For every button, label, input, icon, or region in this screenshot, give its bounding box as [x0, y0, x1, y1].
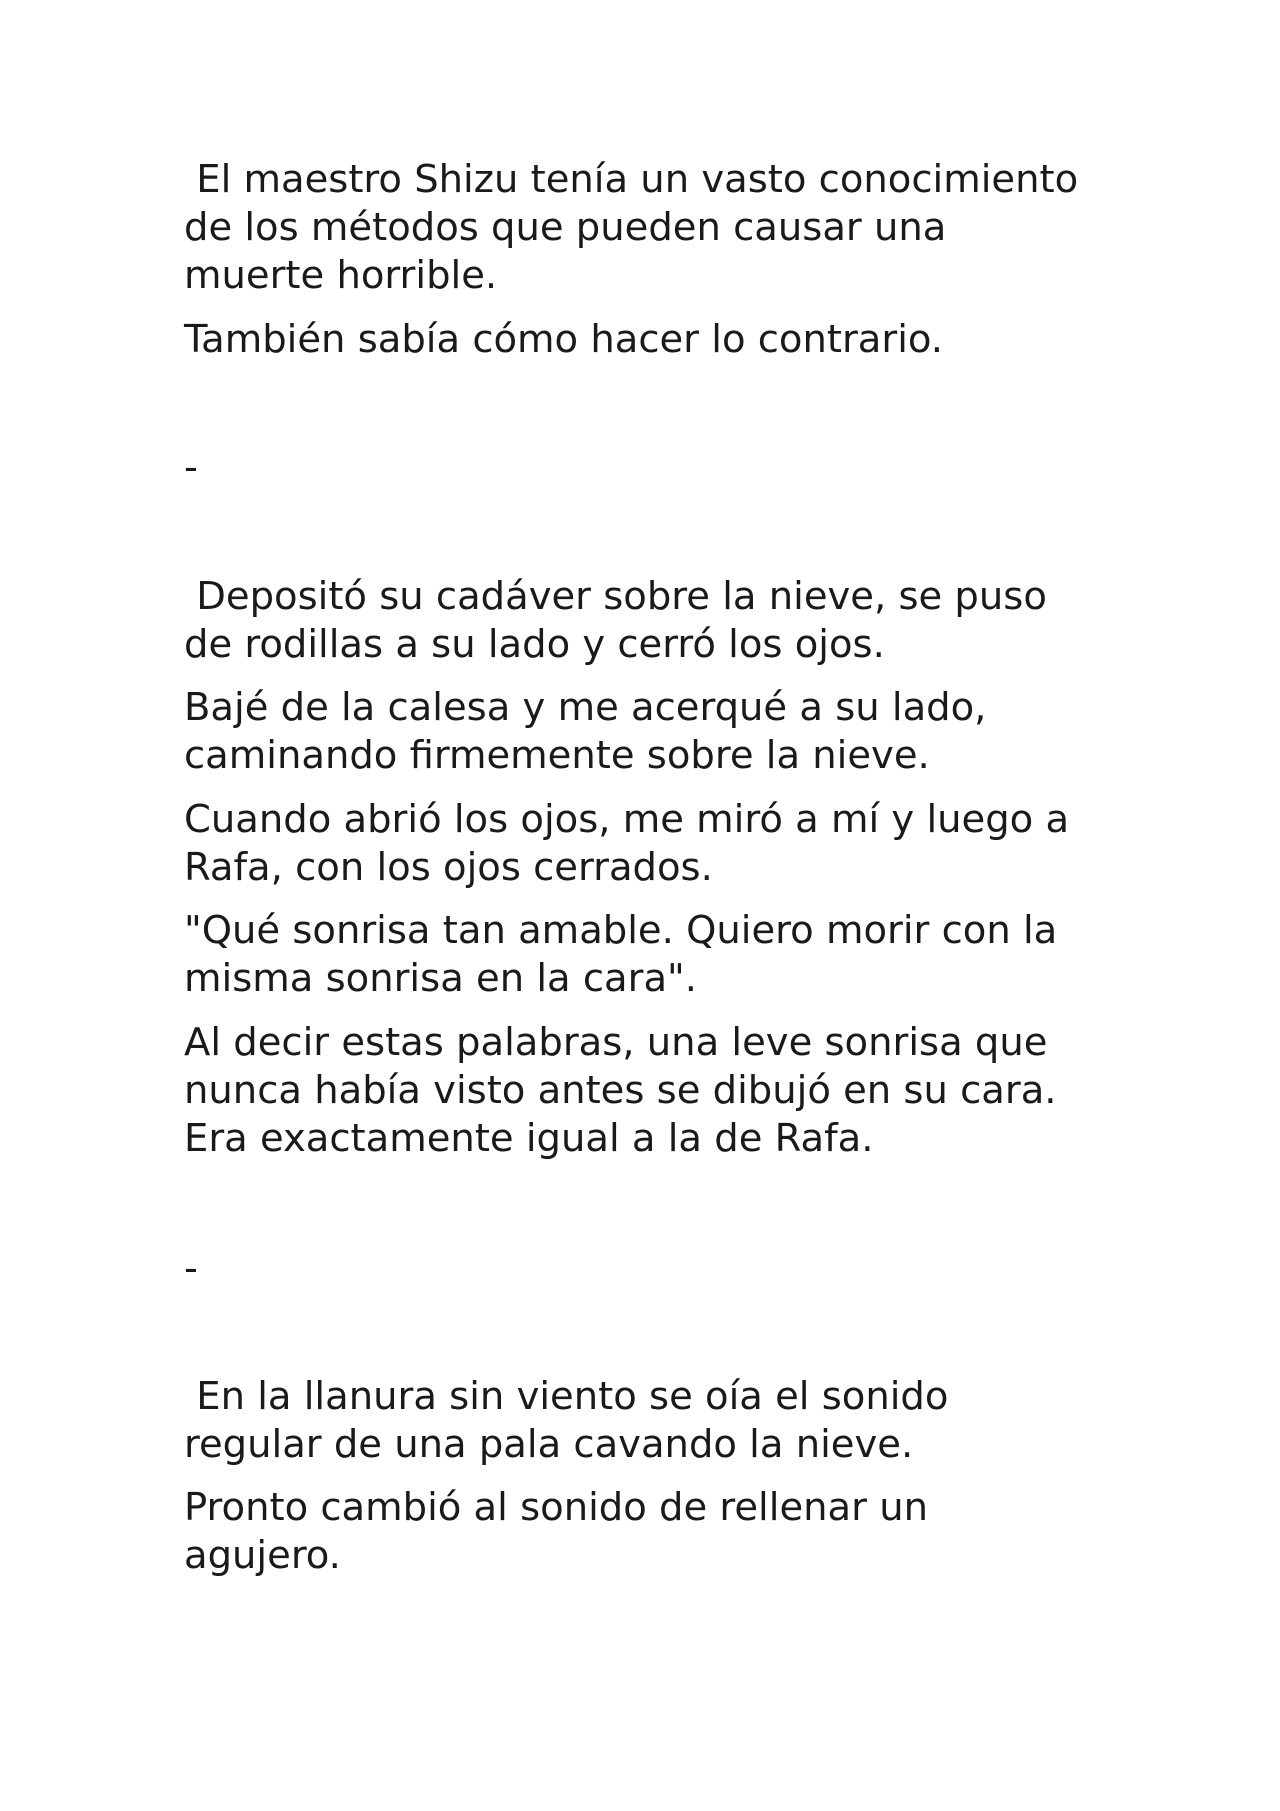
paragraph-faint-smile: Al decir estas palabras, una leve sonrisa que nunca había visto antes se dibujó en su cara. Era exactamente igual a la de Rafa. — [184, 1020, 1057, 1161]
paragraph-filling-hole: Pronto cambió al sonido de rellenar un agujero. — [184, 1485, 929, 1578]
section-separator: - — [184, 1246, 198, 1291]
paragraph-corpse-snow: Depositó su cadáver sobre la nieve, se puso de rodillas a su lado y cerró los ojos. — [184, 574, 1047, 667]
paragraph-carriage: Bajé de la calesa y me acerqué a su lado, caminando firmemente sobre la nieve. — [184, 685, 987, 778]
paragraph-eyes-opened: Cuando abrió los ojos, me miró a mí y luego a Rafa, con los ojos cerrados. — [184, 797, 1070, 890]
paragraph-opposite: También sabía cómo hacer lo contrario. — [184, 317, 944, 362]
paragraph-shovel-sound: En la llanura sin viento se oía el sonido regular de una pala cavando la nieve. — [184, 1374, 949, 1467]
paragraph-kind-smile: "Qué sonrisa tan amable. Quiero morir con la misma sonrisa en la cara". — [184, 908, 1058, 1001]
paragraph-shizu-knowledge: El maestro Shizu tenía un vasto conocimiento de los métodos que pueden causar una muerte horrible. — [184, 157, 1079, 298]
section-separator: - — [184, 445, 198, 490]
